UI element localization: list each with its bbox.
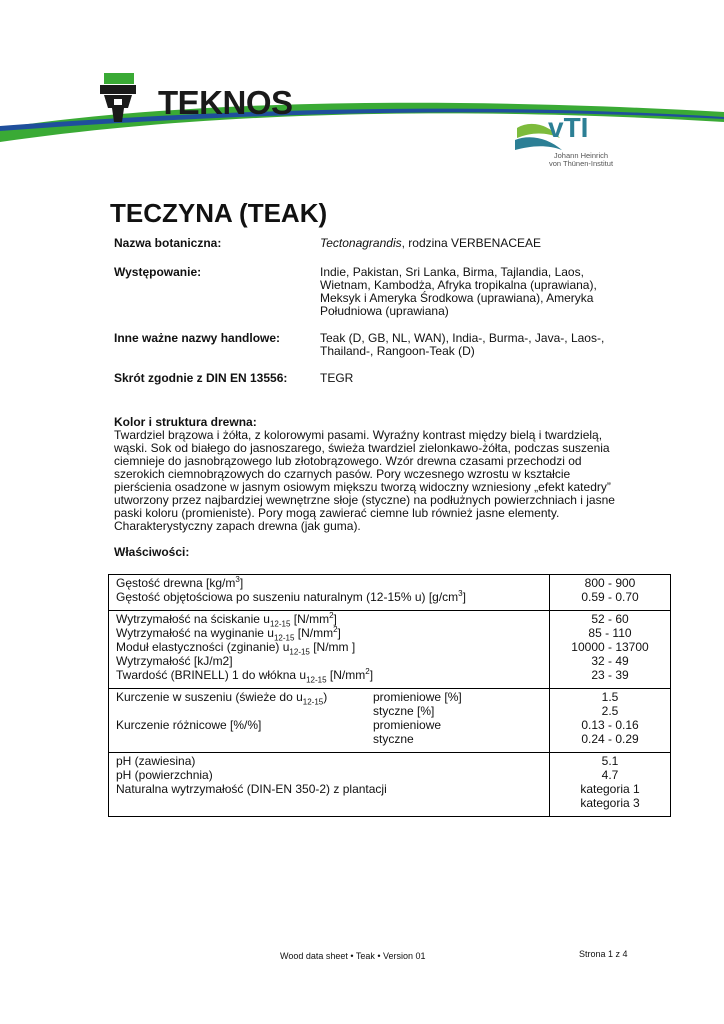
color-structure-text: Twardziel brązowa i żółta, z kolorowymi pasami. Wyraźny kontrast między bielą i twardzielą, wąski. Sok od białego do jasnoszarego, świeża twardziel zielonkawo-żółta, podczas suszenia ciemnieje do jasnobrązowego lub złotobrązowego. Wzór drewna czasami przechodzi od szerokich ciemnobrązowych do czarnych pasów. Pory wczesnego wzrostu w kształcie pierścienia osadzone w jasnym osiowym miększu tworzą widoczny wzniesiony „efekt katedry” utworzony przez najbardziej wewnętrzne słoje (styczne) na podłużnych powierzchniach i jasne paski koloru (promieniste). Pory mogą zawierać ciemne lub również jasne elementy. Charakterystyczny zapach drewna (jak guma).: [114, 428, 615, 533]
density-values: 800 - 900 0.59 - 0.70: [550, 575, 671, 611]
strength-labels: Wytrzymałość na ściskanie $u_{12-15}$ $[N/mm^2]$ Wytrzymałość na wyginanie $u_{12-15}$ $[N/mm^2]$ Moduł elastyczności (zginanie) $u_{12-15}$ [N/mm ] Wytrzymałość [kJ/m2] Twardość (BRINELL) 1 do włókna $u_{12-15}$ $[N/mm^2]$: [109, 611, 550, 689]
teknos-logo: TEKNOS: [158, 84, 293, 121]
family-name: , rodzina VERBENACEAE: [401, 236, 542, 250]
occurrence-value: Indie, Pakistan, Sri Lanka, Birma, Tajlandia, Laos, Wietnam, Kambodża, Afryka tropikalna (uprawiana), Meksyk i Ameryka Środkowa (uprawiana), Ameryka Południowa (uprawiana): [320, 265, 597, 318]
shrinkage-labels: Kurczenie w suszeniu (świeże do $u_{12-15}$) promieniowe [%] styczne [%] Kurczenie różnicowe [%/%] promieniowe styczne: [109, 689, 550, 753]
botanical-name-label: Nazwa botaniczna:: [114, 236, 222, 250]
page-number: Strona 1 z 4: [579, 949, 628, 959]
strength-row: [109, 611, 671, 689]
strength-values: 52 - 60 85 - 110 10000 - 13700 32 - 49 23 - 39: [550, 611, 671, 689]
trade-names-value: Teak (D, GB, NL, WAN), India-, Burma-, Java-, Laos-, Thailand-, Rangoon-Teak (D): [320, 331, 605, 358]
vti-institute-name: Johann Heinrich von Thünen-Institut: [548, 151, 614, 168]
page-title: TECZYNA (TEAK): [110, 198, 328, 228]
density-row: [109, 575, 671, 611]
trade-names-label: Inne ważne nazwy handlowe:: [114, 331, 281, 345]
shrinkage-row: [109, 689, 671, 753]
header-waves: [0, 0, 724, 160]
ph-values: 5.1 4.7 kategoria 1 kategoria 3: [550, 753, 671, 817]
species-name: Tectonagrandis: [320, 236, 402, 250]
din-code-value: TEGR: [320, 371, 354, 385]
vti-logo: vTI: [548, 112, 589, 143]
din-code-label: Skrót zgodnie z DIN EN 13556:: [114, 371, 288, 385]
occurrence-label: Występowanie:: [114, 265, 202, 279]
density-labels: Gęstość drewna $[kg/m^3]$ Gęstość objętościowa po suszeniu naturalnym (12-15% u) $[g/cm^3]$: [109, 575, 550, 611]
footer-text: Wood data sheet • Teak • Version 01: [280, 951, 426, 961]
shrinkage-values: 1.5 2.5 0.13 - 0.16 0.24 - 0.29: [550, 689, 671, 753]
botanical-name-value: [320, 237, 541, 250]
ph-labels: pH (zawiesina) pH (powierzchnia) Naturalna wytrzymałość (DIN-EN 350-2) z plantacji: [109, 753, 550, 817]
color-structure-heading: Kolor i struktura drewna:: [114, 415, 257, 429]
properties-heading: Właściwości:: [114, 545, 190, 559]
ph-durability-row: [109, 753, 671, 817]
properties-table: [108, 574, 671, 817]
